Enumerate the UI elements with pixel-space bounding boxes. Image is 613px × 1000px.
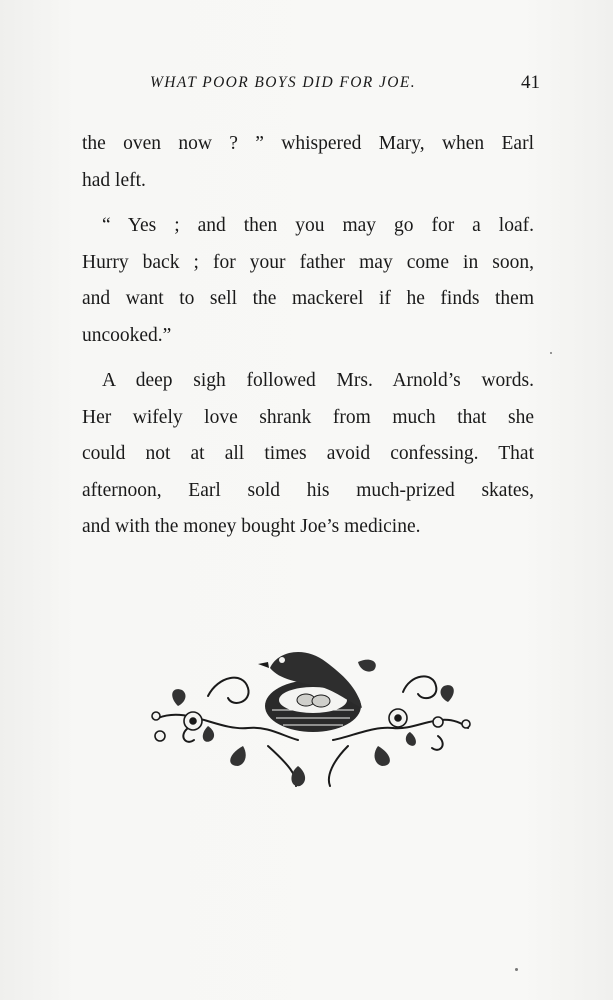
- text-line: A deep sigh followed Mrs. Arnold’s words.: [102, 370, 534, 391]
- bird-nest-vine-ornament-icon: [148, 636, 478, 796]
- paragraph: [82, 363, 534, 546]
- paragraph: [82, 208, 534, 354]
- text-line: and with the money bought Joe’s medicine.: [82, 516, 421, 537]
- text-line: Hurry back ; for your father may come in soon,: [82, 251, 534, 273]
- page-speck: [515, 968, 518, 971]
- running-head: [80, 74, 540, 100]
- text-line: Her wifely love shrank from much that she: [82, 406, 534, 428]
- body-text: [82, 126, 534, 555]
- text-line: “ Yes ; and then you may go for a loaf.: [102, 215, 534, 236]
- text-line: and want to sell the mackerel if he finds them: [82, 288, 534, 309]
- text-line: afternoon, Earl sold his much-prized skates,: [82, 479, 534, 501]
- paragraph: [82, 126, 534, 199]
- text-line: the oven now ? ” whispered Mary, when Earl: [82, 133, 534, 154]
- text-line: could not at all times avoid confessing. That: [82, 443, 534, 464]
- running-title: WHAT POOR BOYS DID FOR JOE.: [150, 74, 416, 91]
- page-number: 41: [521, 72, 540, 93]
- text-line: had left.: [82, 169, 146, 191]
- page-speck: [550, 352, 552, 354]
- text-line: uncooked.”: [82, 324, 172, 346]
